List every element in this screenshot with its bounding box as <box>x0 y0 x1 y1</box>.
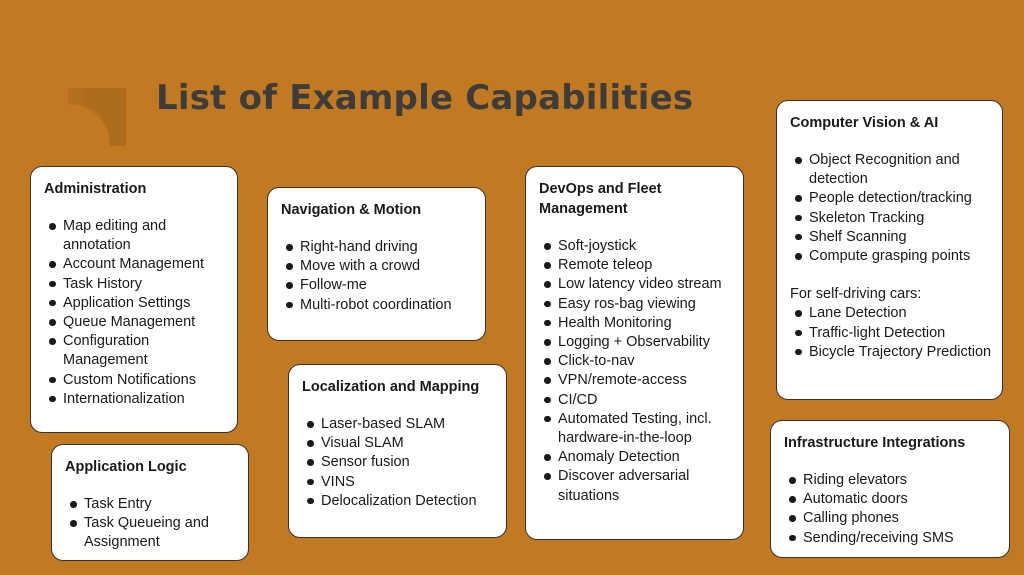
list-item: Health Monitoring <box>539 314 733 333</box>
list-item: Anomaly Detection <box>539 448 733 467</box>
list-item: People detection/tracking <box>790 189 992 208</box>
logo-icon <box>68 88 128 148</box>
capability-list <box>281 238 475 315</box>
list-item: Shelf Scanning <box>790 228 992 247</box>
list-item: Lane Detection <box>790 304 992 323</box>
capability-list <box>302 415 496 511</box>
list-item: Task Entry <box>65 495 238 514</box>
self-driving-list <box>790 304 992 362</box>
computer-vision-card <box>776 100 1003 400</box>
list-item: Easy ros-bag viewing <box>539 295 733 314</box>
localization-mapping-card <box>288 364 507 538</box>
capability-list <box>44 217 227 409</box>
list-item: Click-to-nav <box>539 352 733 371</box>
list-item: Visual SLAM <box>302 434 496 453</box>
list-item: Traffic-light Detection <box>790 324 992 343</box>
list-item: Skeleton Tracking <box>790 209 992 228</box>
list-item: CI/CD <box>539 391 733 410</box>
navigation-motion-card <box>267 187 486 341</box>
list-item: Task Queueing and Assignment <box>65 514 238 552</box>
card-title: Administration <box>44 181 147 197</box>
list-item: Application Settings <box>44 294 227 313</box>
infrastructure-card <box>770 420 1010 558</box>
list-item: Soft-joystick <box>539 237 733 256</box>
list-item: Discover adversarial situations <box>539 467 733 505</box>
application-logic-card <box>51 444 249 561</box>
list-item: Follow-me <box>281 276 475 295</box>
card-title: Computer Vision & AI <box>790 115 939 131</box>
list-item: Configuration Management <box>44 332 227 370</box>
list-item: Queue Management <box>44 313 227 332</box>
list-item: Move with a crowd <box>281 257 475 276</box>
card-title: DevOps and Fleet Management <box>539 181 662 217</box>
page-title: List of Example Capabilities <box>156 78 694 118</box>
list-item: Calling phones <box>784 509 999 528</box>
list-item: Right-hand driving <box>281 238 475 257</box>
list-item: Custom Notifications <box>44 371 227 390</box>
list-item: Sensor fusion <box>302 453 496 472</box>
list-item: Low latency video stream <box>539 275 733 294</box>
list-item: Account Management <box>44 255 227 274</box>
list-item: Task History <box>44 275 227 294</box>
devops-fleet-card <box>525 166 744 540</box>
capability-list <box>65 495 238 553</box>
list-item: Object Recognition and detection <box>790 151 992 189</box>
list-item: Logging + Observability <box>539 333 733 352</box>
list-item: Automated Testing, incl. hardware-in-the-loop <box>539 410 733 448</box>
card-title: Localization and Mapping <box>302 379 480 395</box>
self-driving-subheading: For self-driving cars: <box>790 286 922 303</box>
capability-list <box>784 471 999 548</box>
list-item: Delocalization Detection <box>302 492 496 511</box>
list-item: Internationalization <box>44 390 227 409</box>
list-item: VINS <box>302 473 496 492</box>
list-item: Compute grasping points <box>790 247 992 266</box>
list-item: Riding elevators <box>784 471 999 490</box>
card-title: Navigation & Motion <box>281 202 422 218</box>
capability-list <box>539 237 733 506</box>
administration-card <box>30 166 238 433</box>
card-title: Infrastructure Integrations <box>784 435 966 451</box>
list-item: Laser-based SLAM <box>302 415 496 434</box>
list-item: Map editing and annotation <box>44 217 227 255</box>
list-item: Bicycle Trajectory Prediction <box>790 343 992 362</box>
list-item: VPN/remote-access <box>539 371 733 390</box>
list-item: Automatic doors <box>784 490 999 509</box>
list-item: Sending/receiving SMS <box>784 529 999 548</box>
list-item: Remote teleop <box>539 256 733 275</box>
card-title: Application Logic <box>65 459 187 475</box>
capability-list <box>790 151 992 266</box>
list-item: Multi-robot coordination <box>281 296 475 315</box>
